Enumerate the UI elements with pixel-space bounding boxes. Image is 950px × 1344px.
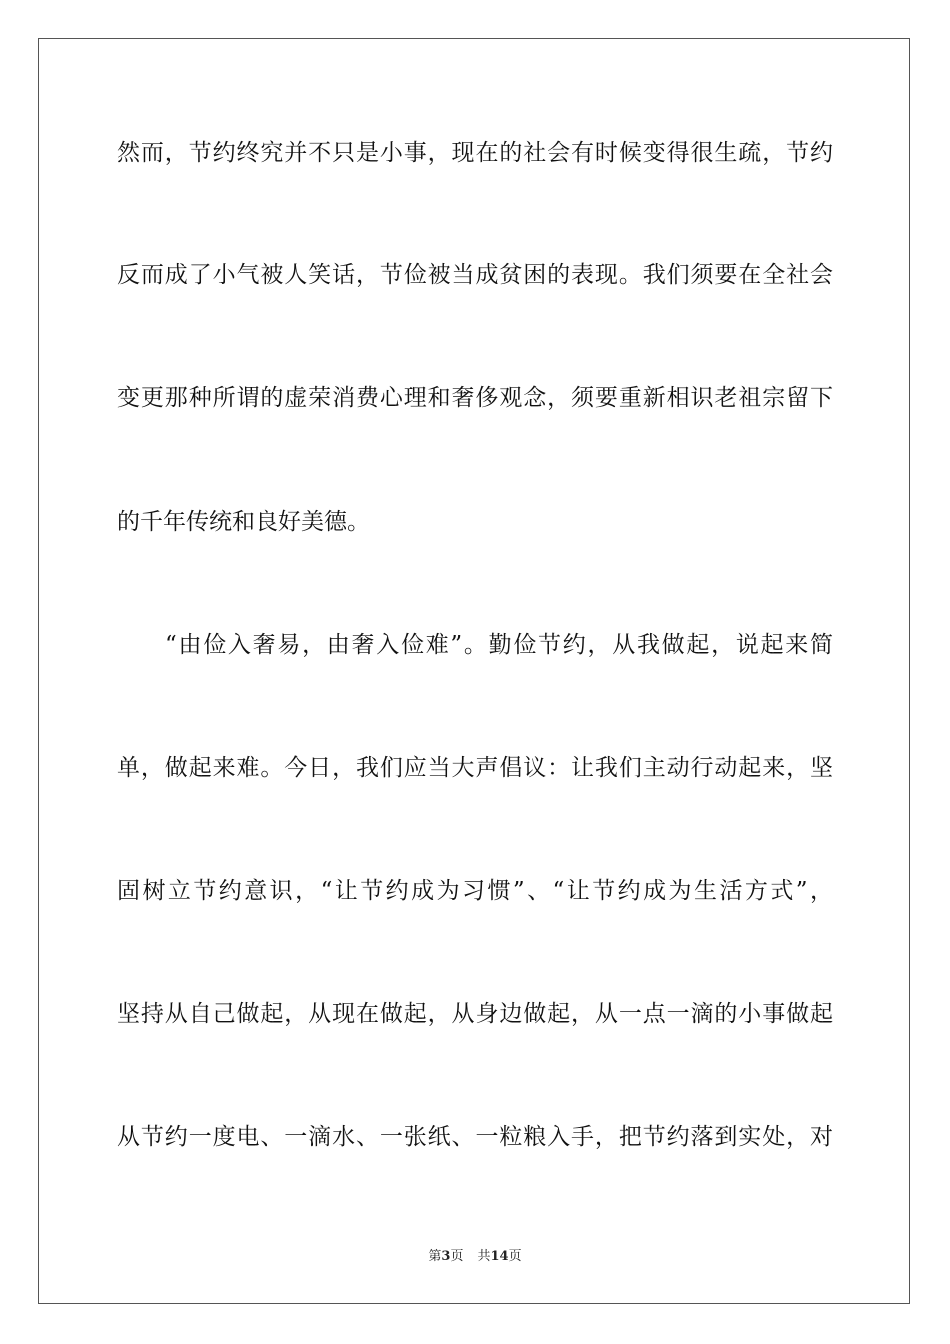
page-footer: [0, 1249, 950, 1265]
page-number: 3: [441, 1249, 451, 1264]
page-suffix: 页: [450, 1249, 464, 1264]
total-prefix: 共: [477, 1249, 491, 1264]
page-border: [38, 38, 910, 1304]
paragraph-2-line-1: “由俭入奢易，由奢入俭难”。勤俭节约，从我做起，说起来简: [165, 632, 833, 658]
paragraph-2-line-3: 固树立节约意识，“让节约成为习惯”、“让节约成为生活方式”，: [117, 878, 833, 904]
paragraph-2-line-4: 坚持从自己做起，从现在做起，从身边做起，从一点一滴的小事做起: [117, 1001, 833, 1027]
paragraph-1-line-3: 变更那种所谓的虚荣消费心理和奢侈观念，须要重新相识老祖宗留下: [117, 385, 833, 411]
paragraph-2-line-5: 从节约一度电、一滴水、一张纸、一粒粮入手，把节约落到实处，对: [117, 1124, 833, 1150]
total-suffix: 页: [508, 1249, 522, 1264]
paragraph-1-line-2: 反而成了小气被人笑话，节俭被当成贫困的表现。我们须要在全社会: [117, 262, 833, 288]
paragraph-2-line-2: 单，做起来难。今日，我们应当大声倡议：让我们主动行动起来，坚: [117, 755, 833, 781]
paragraph-1-line-1: 然而，节约终究并不只是小事，现在的社会有时候变得很生疏，节约: [117, 140, 833, 166]
page-prefix: 第: [428, 1249, 442, 1264]
total-pages: 14: [490, 1249, 509, 1264]
paragraph-1-line-4: 的千年传统和良好美德。: [117, 509, 370, 535]
